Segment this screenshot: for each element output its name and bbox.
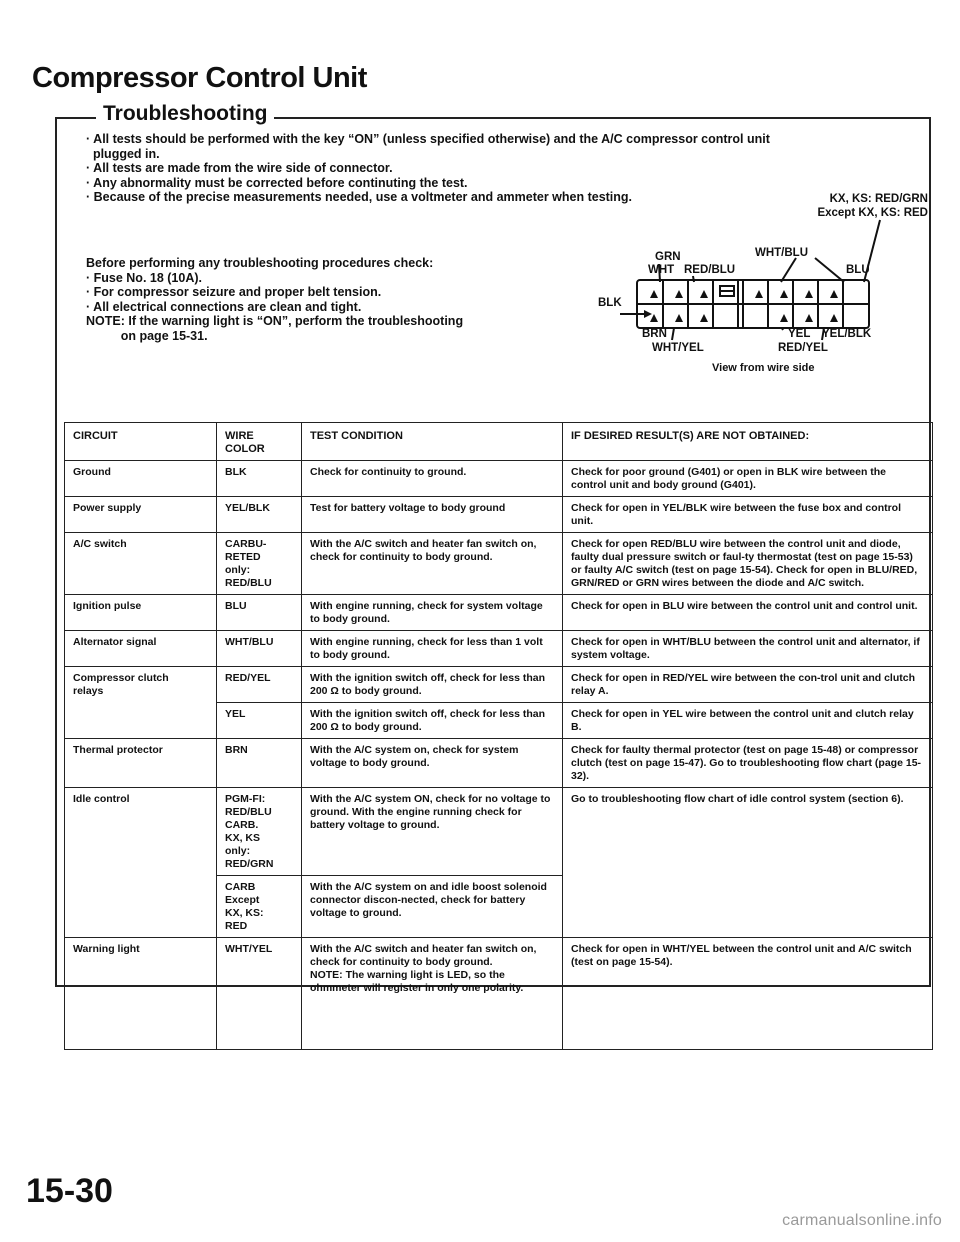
wire-color-cell: YEL	[217, 703, 302, 739]
circuit-cell: Thermal protector	[65, 739, 217, 788]
note-line: plugged in.	[86, 146, 160, 161]
site-watermark: carmanualsonline.info	[782, 1212, 942, 1229]
wire-color-cell: BLK	[217, 461, 302, 497]
test-condition-cell: With the ignition switch off, check for less than 200 Ω to body ground.	[302, 667, 563, 703]
except-kx-ks-label: Except KX, KS: RED	[817, 207, 928, 219]
remedy-cell: Check for open in YEL/BLK wire between the fuse box and control unit.	[563, 497, 933, 533]
pre-check-line: Before performing any troubleshooting procedures check:	[86, 256, 434, 270]
remedy-cell: Check for open in RED/YEL wire between the con-trol unit and clutch relay A.	[563, 667, 933, 703]
test-condition-cell: With the ignition switch off, check for less than 200 Ω to body ground.	[302, 703, 563, 739]
brn-label: BRN	[642, 328, 667, 340]
test-condition-cell: Check for continuity to ground.	[302, 461, 563, 497]
note-line: · Any abnormality must be corrected before continuting the test.	[86, 175, 468, 190]
red-blu-label: RED/BLU	[684, 264, 736, 276]
terminal-arrows	[644, 290, 838, 322]
test-condition-cell: Test for battery voltage to body ground	[302, 497, 563, 533]
wire-color-cell: BLU	[217, 595, 302, 631]
pre-check-line: on page 15-31.	[86, 328, 208, 343]
circuit-cell: Idle control	[65, 788, 217, 938]
note-line: · All tests are made from the wire side of connector.	[86, 161, 393, 175]
table-row	[65, 739, 933, 788]
table-row	[65, 595, 933, 631]
yel-blk-label: YEL/BLK	[822, 328, 872, 340]
wire-color-cell: WHT/YEL	[217, 938, 302, 1050]
header-test-condition: TEST CONDITION	[302, 423, 563, 461]
yel-label: YEL	[788, 328, 811, 340]
test-condition-cell: With the A/C system on and idle boost solenoid connector discon-nected, check for battery voltage to ground.	[302, 876, 563, 938]
kx-ks-label: KX, KS: RED/GRN	[829, 193, 928, 205]
table-row	[65, 533, 933, 595]
connector-diagram	[560, 193, 930, 370]
wht-label: WHT	[648, 264, 675, 276]
remedy-cell: Check for open RED/BLU wire between the control unit and diode, faulty dual pressure switch or faul-ty thermostat (test on page 15-53) or faulty A/C switch (test on page 15-54). Check for open in BLU/RED, GRN/RED or GRN wires between the diode and A/C switch.	[563, 533, 933, 595]
test-condition-cell: With the A/C system ON, check for no voltage to ground. With the engine running check for battery voltage to ground.	[302, 788, 563, 876]
pre-check-line: · For compressor seizure and proper belt tension.	[86, 285, 382, 299]
circuit-cell: Alternator signal	[65, 631, 217, 667]
circuit-cell: Ignition pulse	[65, 595, 217, 631]
troubleshooting-table-wrapper	[64, 422, 932, 1050]
troubleshooting-table	[64, 422, 933, 1050]
test-condition-cell: With engine running, check for system voltage to body ground.	[302, 595, 563, 631]
red-yel-label: RED/YEL	[778, 342, 828, 354]
table-row	[65, 631, 933, 667]
pre-check-line: · Fuse No. 18 (10A).	[86, 270, 202, 285]
table-row	[65, 788, 933, 876]
table-row	[65, 497, 933, 533]
test-condition-cell: With the A/C switch and heater fan switch on, check for continuity to body ground. NOTE: The warning light is LED, so the ohmmeter will register in only one polarity.	[302, 938, 563, 1050]
remedy-cell: Check for poor ground (G401) or open in BLK wire between the control unit and body ground (G401).	[563, 461, 933, 497]
blk-label: BLK	[598, 297, 622, 309]
remedy-cell: Check for open in BLU wire between the control unit and control unit.	[563, 595, 933, 631]
wht-yel-label: WHT/YEL	[652, 342, 704, 354]
remedy-cell: Go to troubleshooting flow chart of idle control system (section 6).	[563, 788, 933, 938]
table-header-row	[65, 423, 933, 461]
remedy-cell: Check for open in YEL wire between the control unit and clutch relay B.	[563, 703, 933, 739]
wire-color-cell: WHT/BLU	[217, 631, 302, 667]
page-title: Compressor Control Unit	[32, 62, 367, 94]
test-notes	[86, 132, 926, 205]
circuit-cell: A/C switch	[65, 533, 217, 595]
remedy-cell: Check for open in WHT/YEL between the control unit and A/C switch (test on page 15-54).	[563, 938, 933, 1050]
circuit-cell: Power supply	[65, 497, 217, 533]
circuit-cell: Warning light	[65, 938, 217, 1050]
header-if-not-obtained: IF DESIRED RESULT(S) ARE NOT OBTAINED:	[563, 423, 933, 461]
header-wire-color: WIRE COLOR	[217, 423, 302, 461]
blu-label: BLU	[846, 264, 870, 276]
wire-color-cell: CARBU- RETED only: RED/BLU	[217, 533, 302, 595]
wire-color-cell: YEL/BLK	[217, 497, 302, 533]
circuit-cell: Ground	[65, 461, 217, 497]
wire-color-cell: CARB Except KX, KS: RED	[217, 876, 302, 938]
test-condition-cell: With engine running, check for less than 1 volt to body ground.	[302, 631, 563, 667]
view-from-wire-side-label: View from wire side	[712, 362, 815, 374]
remedy-cell: Check for open in WHT/BLU between the control unit and alternator, if system voltage.	[563, 631, 933, 667]
wire-color-cell: RED/YEL	[217, 667, 302, 703]
grn-label: GRN	[655, 251, 681, 263]
pre-check-list	[86, 256, 546, 343]
pre-check-line: · All electrical connections are clean and tight.	[86, 299, 362, 314]
page-number: 15-30	[26, 1172, 113, 1210]
remedy-cell: Check for faulty thermal protector (test on page 15-48) or compressor clutch (test on page 15-47). Go to troubleshooting flow chart (page 15-32).	[563, 739, 933, 788]
section-title: Troubleshooting	[96, 102, 274, 126]
wire-color-cell: PGM-FI: RED/BLU CARB. KX, KS only: RED/GRN	[217, 788, 302, 876]
test-condition-cell: With the A/C switch and heater fan switch on, check for continuity to body ground.	[302, 533, 563, 595]
wire-color-cell: BRN	[217, 739, 302, 788]
wht-blu-label: WHT/BLU	[755, 247, 809, 259]
header-circuit: CIRCUIT	[65, 423, 217, 461]
table-row	[65, 938, 933, 1050]
pre-check-line: NOTE: If the warning light is “ON”, perform the troubleshooting	[86, 314, 464, 328]
note-line: · All tests should be performed with the key “ON” (unless specified otherwise) and the A/C compressor control unit	[86, 132, 770, 146]
note-line: · Because of the precise measurements needed, use a voltmeter and ammeter when testing.	[86, 190, 633, 204]
table-row	[65, 667, 933, 703]
table-row	[65, 461, 933, 497]
test-condition-cell: With the A/C system on, check for system voltage to body ground.	[302, 739, 563, 788]
circuit-cell: Compressor clutch relays	[65, 667, 217, 739]
